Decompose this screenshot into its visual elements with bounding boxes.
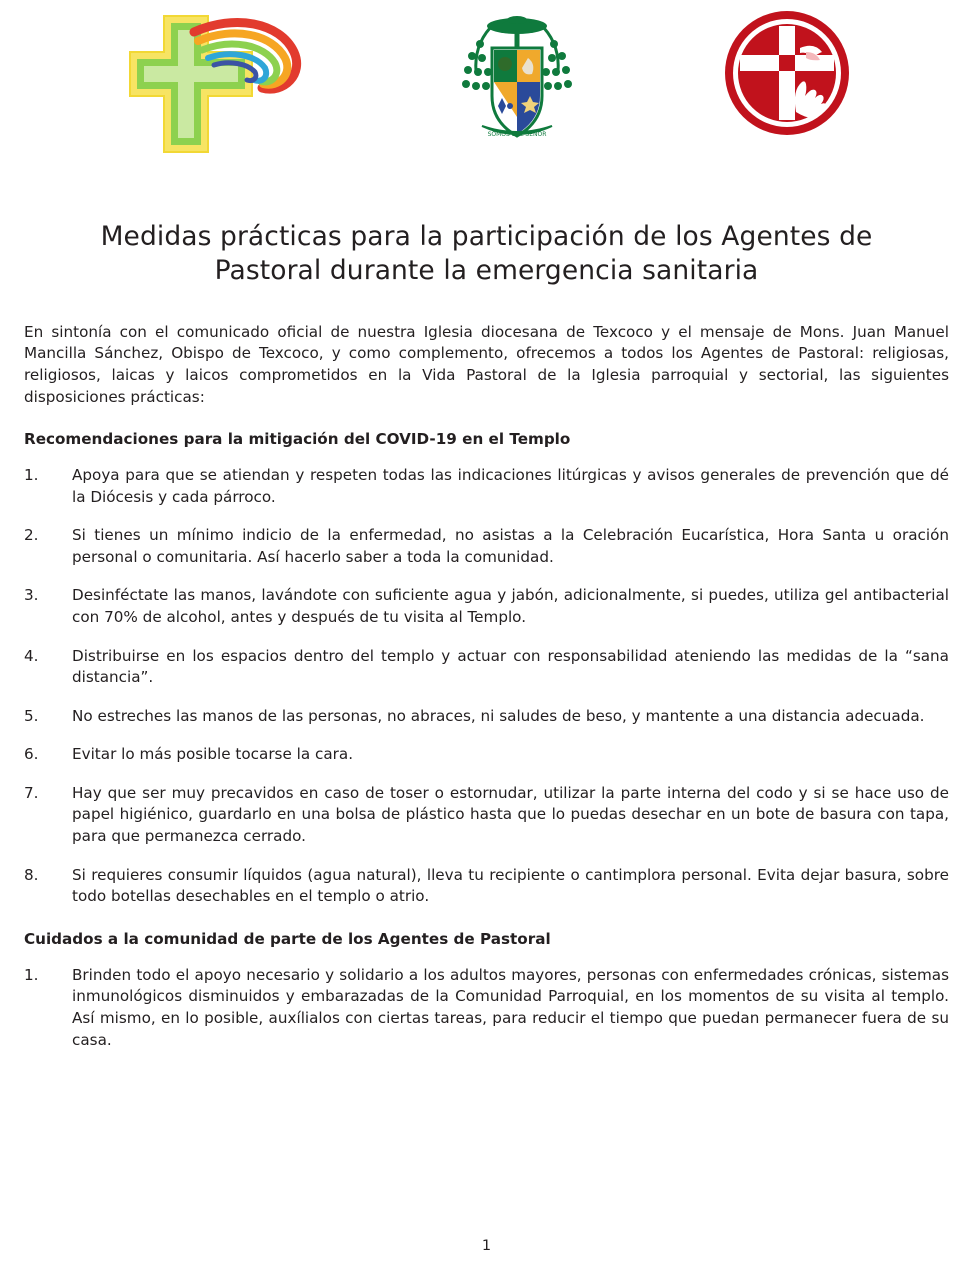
list-item-number: 7. (24, 783, 39, 802)
list-item-text: Brinden todo el apoyo necesario y solidario a los adultos mayores, personas con enfermedades crónicas, sistemas inmunológicos disminuidos y embarazadas de la Comunidad Parroquial, en los momentos de su visita al templo. Así mismo, en lo posible, auxílialos con ciertas tareas, para reducir el tiempo que puedan permanecer fuera de su casa. (72, 965, 949, 1049)
intro-paragraph: En sintonía con el comunicado oficial de nuestra Iglesia diocesana de Texcoco y el mensaje de Mons. Juan Manuel Mancilla Sánchez, Obispo de Texcoco, y como complemento, ofrecemos a todos los Agentes de Pastoral: religiosas, religiosos, laicas y laicos comprometidos en la Vida Pastoral de la Iglesia parroquial y sectorial, las siguientes disposiciones prácticas: (24, 322, 949, 406)
section-heading-cuidados-comunidad: Cuidados a la comunidad de parte de los Agentes de Pastoral (24, 929, 551, 948)
list-item-number: 3. (24, 586, 39, 605)
list-item-text: Apoya para que se atiendan y respeten todas las indicaciones litúrgicas y avisos generales de prevención que dé la Diócesis y cada párroco. (72, 466, 949, 506)
list-item (24, 646, 949, 689)
list-item (24, 865, 949, 908)
list-covid-templo (24, 465, 949, 908)
page-title: Medidas prácticas para la participación de los Agentes de Pastoral durante la emergencia sanitaria (100, 221, 873, 286)
list-item-number: 5. (24, 706, 39, 725)
list-item-text: No estreches las manos de las personas, no abraces, ni saludes de beso, y mantente a una distancia adecuada. (72, 706, 925, 725)
coat-of-arms-icon (442, 8, 592, 163)
list-item-number: 2. (24, 526, 39, 545)
list-item-number: 6. (24, 745, 39, 764)
list-item (24, 783, 949, 848)
list-item (24, 965, 949, 1051)
list-item-text: Evitar lo más posible tocarse la cara. (72, 745, 354, 764)
list-item-text: Distribuirse en los espacios dentro del templo y actuar con responsabilidad ateniendo las medidas de la “sana distancia”. (72, 646, 949, 687)
list-item-text: Hay que ser muy precavidos en caso de toser o estornudar, utilizar la parte interna del codo y si se hace uso de papel higiénico, guardarlo en una bolsa de plástico hasta que lo puedas desechar en un bote de basura con tapa, para que permanezca cerrado. (72, 783, 949, 846)
pastoral-cross-logo (122, 8, 312, 162)
list-item-number: 1. (24, 466, 39, 485)
arms-motto: SOMOS DEL SEÑOR (487, 131, 546, 138)
list-item (24, 585, 949, 628)
list-cuidados-comunidad (24, 965, 949, 1051)
page-number: 1 (481, 1238, 492, 1254)
list-item-number: 1. (24, 965, 39, 984)
list-item-number: 8. (24, 865, 39, 884)
dove-hand-circle-icon (722, 8, 852, 138)
list-item (24, 744, 949, 766)
header-logo-row (24, 0, 949, 175)
red-circle-dove-hand-logo (722, 8, 852, 142)
list-item-number: 4. (24, 646, 39, 665)
list-item (24, 706, 949, 728)
diocese-coat-of-arms-logo (442, 8, 592, 167)
section-heading-covid-templo: Recomendaciones para la mitigación del COVID-19 en el Templo (24, 430, 571, 449)
list-item-text: Si requieres consumir líquidos (agua natural), lleva tu recipiente o cantimplora personal. Evita dejar basura, sobre todo botellas desechables en el templo o atrio. (72, 865, 949, 906)
list-item-text: Desinféctate las manos, lavándote con suficiente agua y jabón, adicionalmente, si puedes, utiliza gel antibacterial con 70% de alcohol, antes y después de tu visita al Templo. (72, 586, 949, 627)
pastoral-cross-icon (122, 8, 312, 158)
list-item (24, 465, 949, 508)
list-item (24, 525, 949, 568)
list-item-text: Si tienes un mínimo indicio de la enfermedad, no asistas a la Celebración Eucarística, Hora Santa u oración personal o comunitaria. Así hacerlo saber a toda la comunidad. (72, 526, 949, 566)
